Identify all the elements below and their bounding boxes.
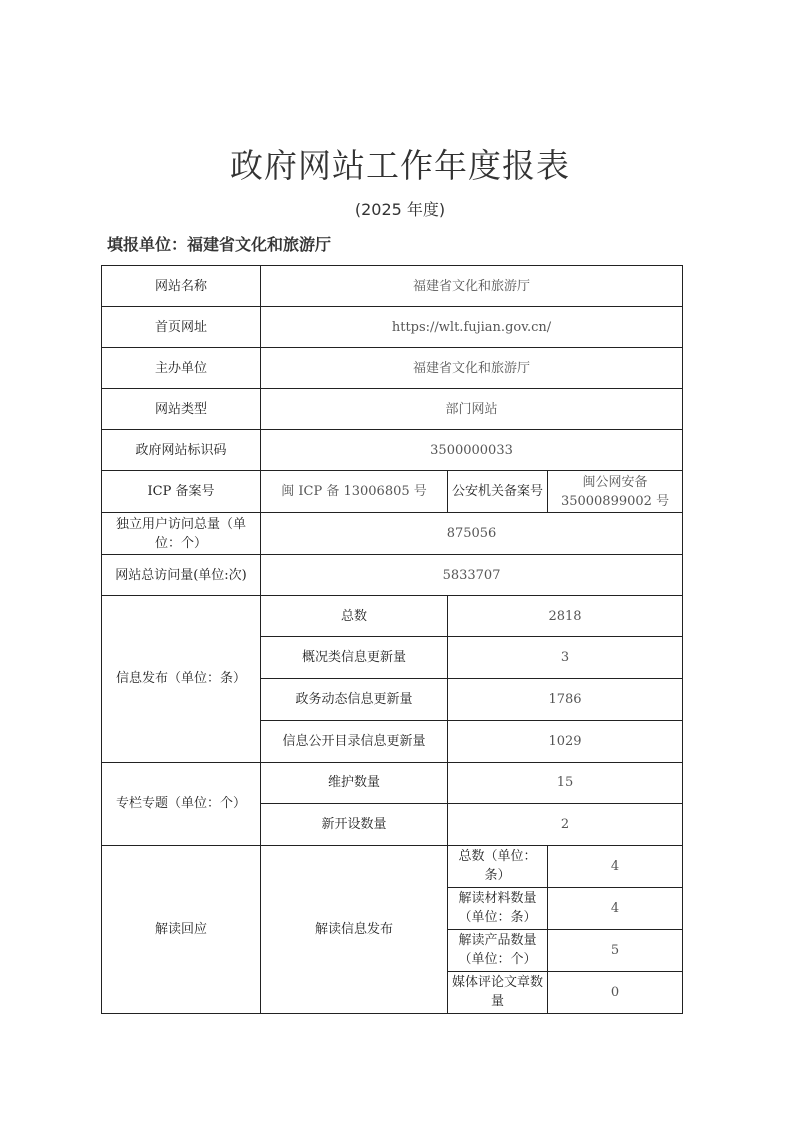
interp-products-value: 5 bbox=[548, 929, 683, 971]
columns-new-label: 新开设数量 bbox=[261, 803, 448, 845]
reporting-unit: 填报单位：福建省文化和旅游厅 bbox=[107, 235, 332, 254]
info-total-value: 2818 bbox=[448, 596, 683, 637]
info-release-label: 信息发布（单位：条） bbox=[102, 596, 261, 762]
site-code-label: 政府网站标识码 bbox=[102, 430, 261, 471]
columns-maintained-value: 15 bbox=[448, 762, 683, 803]
table-row bbox=[102, 762, 683, 803]
table-row bbox=[102, 307, 683, 348]
table-row bbox=[102, 266, 683, 307]
info-news-value: 1786 bbox=[448, 679, 683, 720]
table-row bbox=[102, 596, 683, 637]
site-type-label: 网站类型 bbox=[102, 389, 261, 430]
info-catalog-value: 1029 bbox=[448, 720, 683, 762]
homepage-value: https://wlt.fujian.gov.cn/ bbox=[261, 307, 683, 348]
table-row bbox=[102, 555, 683, 596]
total-visits-value: 5833707 bbox=[261, 555, 683, 596]
site-name-value: 福建省文化和旅游厅 bbox=[261, 266, 683, 307]
total-visits-label: 网站总访问量(单位:次) bbox=[102, 555, 261, 596]
info-overview-value: 3 bbox=[448, 637, 683, 679]
interpretation-sublabel: 解读信息发布 bbox=[261, 845, 448, 1013]
icp-label: ICP 备案号 bbox=[102, 471, 261, 513]
police-record-value: 闽公网安备 35000899002 号 bbox=[548, 471, 683, 513]
columns-new-value: 2 bbox=[448, 803, 683, 845]
table-row bbox=[102, 389, 683, 430]
police-record-label: 公安机关备案号 bbox=[448, 471, 548, 513]
interpretation-label: 解读回应 bbox=[102, 845, 261, 1013]
sponsor-value: 福建省文化和旅游厅 bbox=[261, 348, 683, 389]
table-row bbox=[102, 430, 683, 471]
table-row bbox=[102, 845, 683, 887]
interp-media-label: 媒体评论文章数量 bbox=[448, 971, 548, 1013]
table-row bbox=[102, 471, 683, 513]
unique-visitors-value: 875056 bbox=[261, 513, 683, 555]
interp-total-label: 总数（单位：条） bbox=[448, 845, 548, 887]
site-name-label: 网站名称 bbox=[102, 266, 261, 307]
info-catalog-label: 信息公开目录信息更新量 bbox=[261, 720, 448, 762]
interp-total-value: 4 bbox=[548, 845, 683, 887]
interp-media-value: 0 bbox=[548, 971, 683, 1013]
report-table bbox=[101, 265, 683, 1014]
page-title: 政府网站工作年度报表 bbox=[230, 146, 570, 185]
info-overview-label: 概况类信息更新量 bbox=[261, 637, 448, 679]
interp-products-label: 解读产品数量（单位：个） bbox=[448, 929, 548, 971]
info-news-label: 政务动态信息更新量 bbox=[261, 679, 448, 720]
table-row bbox=[102, 513, 683, 555]
site-type-value: 部门网站 bbox=[261, 389, 683, 430]
icp-value: 闽 ICP 备 13006805 号 bbox=[261, 471, 448, 513]
info-total-label: 总数 bbox=[261, 596, 448, 637]
homepage-label: 首页网址 bbox=[102, 307, 261, 348]
columns-maintained-label: 维护数量 bbox=[261, 762, 448, 803]
sponsor-label: 主办单位 bbox=[102, 348, 261, 389]
interp-materials-value: 4 bbox=[548, 887, 683, 929]
interp-materials-label: 解读材料数量（单位：条） bbox=[448, 887, 548, 929]
unique-visitors-label: 独立用户访问总量（单位：个） bbox=[102, 513, 261, 555]
site-code-value: 3500000033 bbox=[261, 430, 683, 471]
report-year: (2025 年度) bbox=[354, 200, 446, 219]
columns-label: 专栏专题（单位：个） bbox=[102, 762, 261, 845]
table-row bbox=[102, 348, 683, 389]
